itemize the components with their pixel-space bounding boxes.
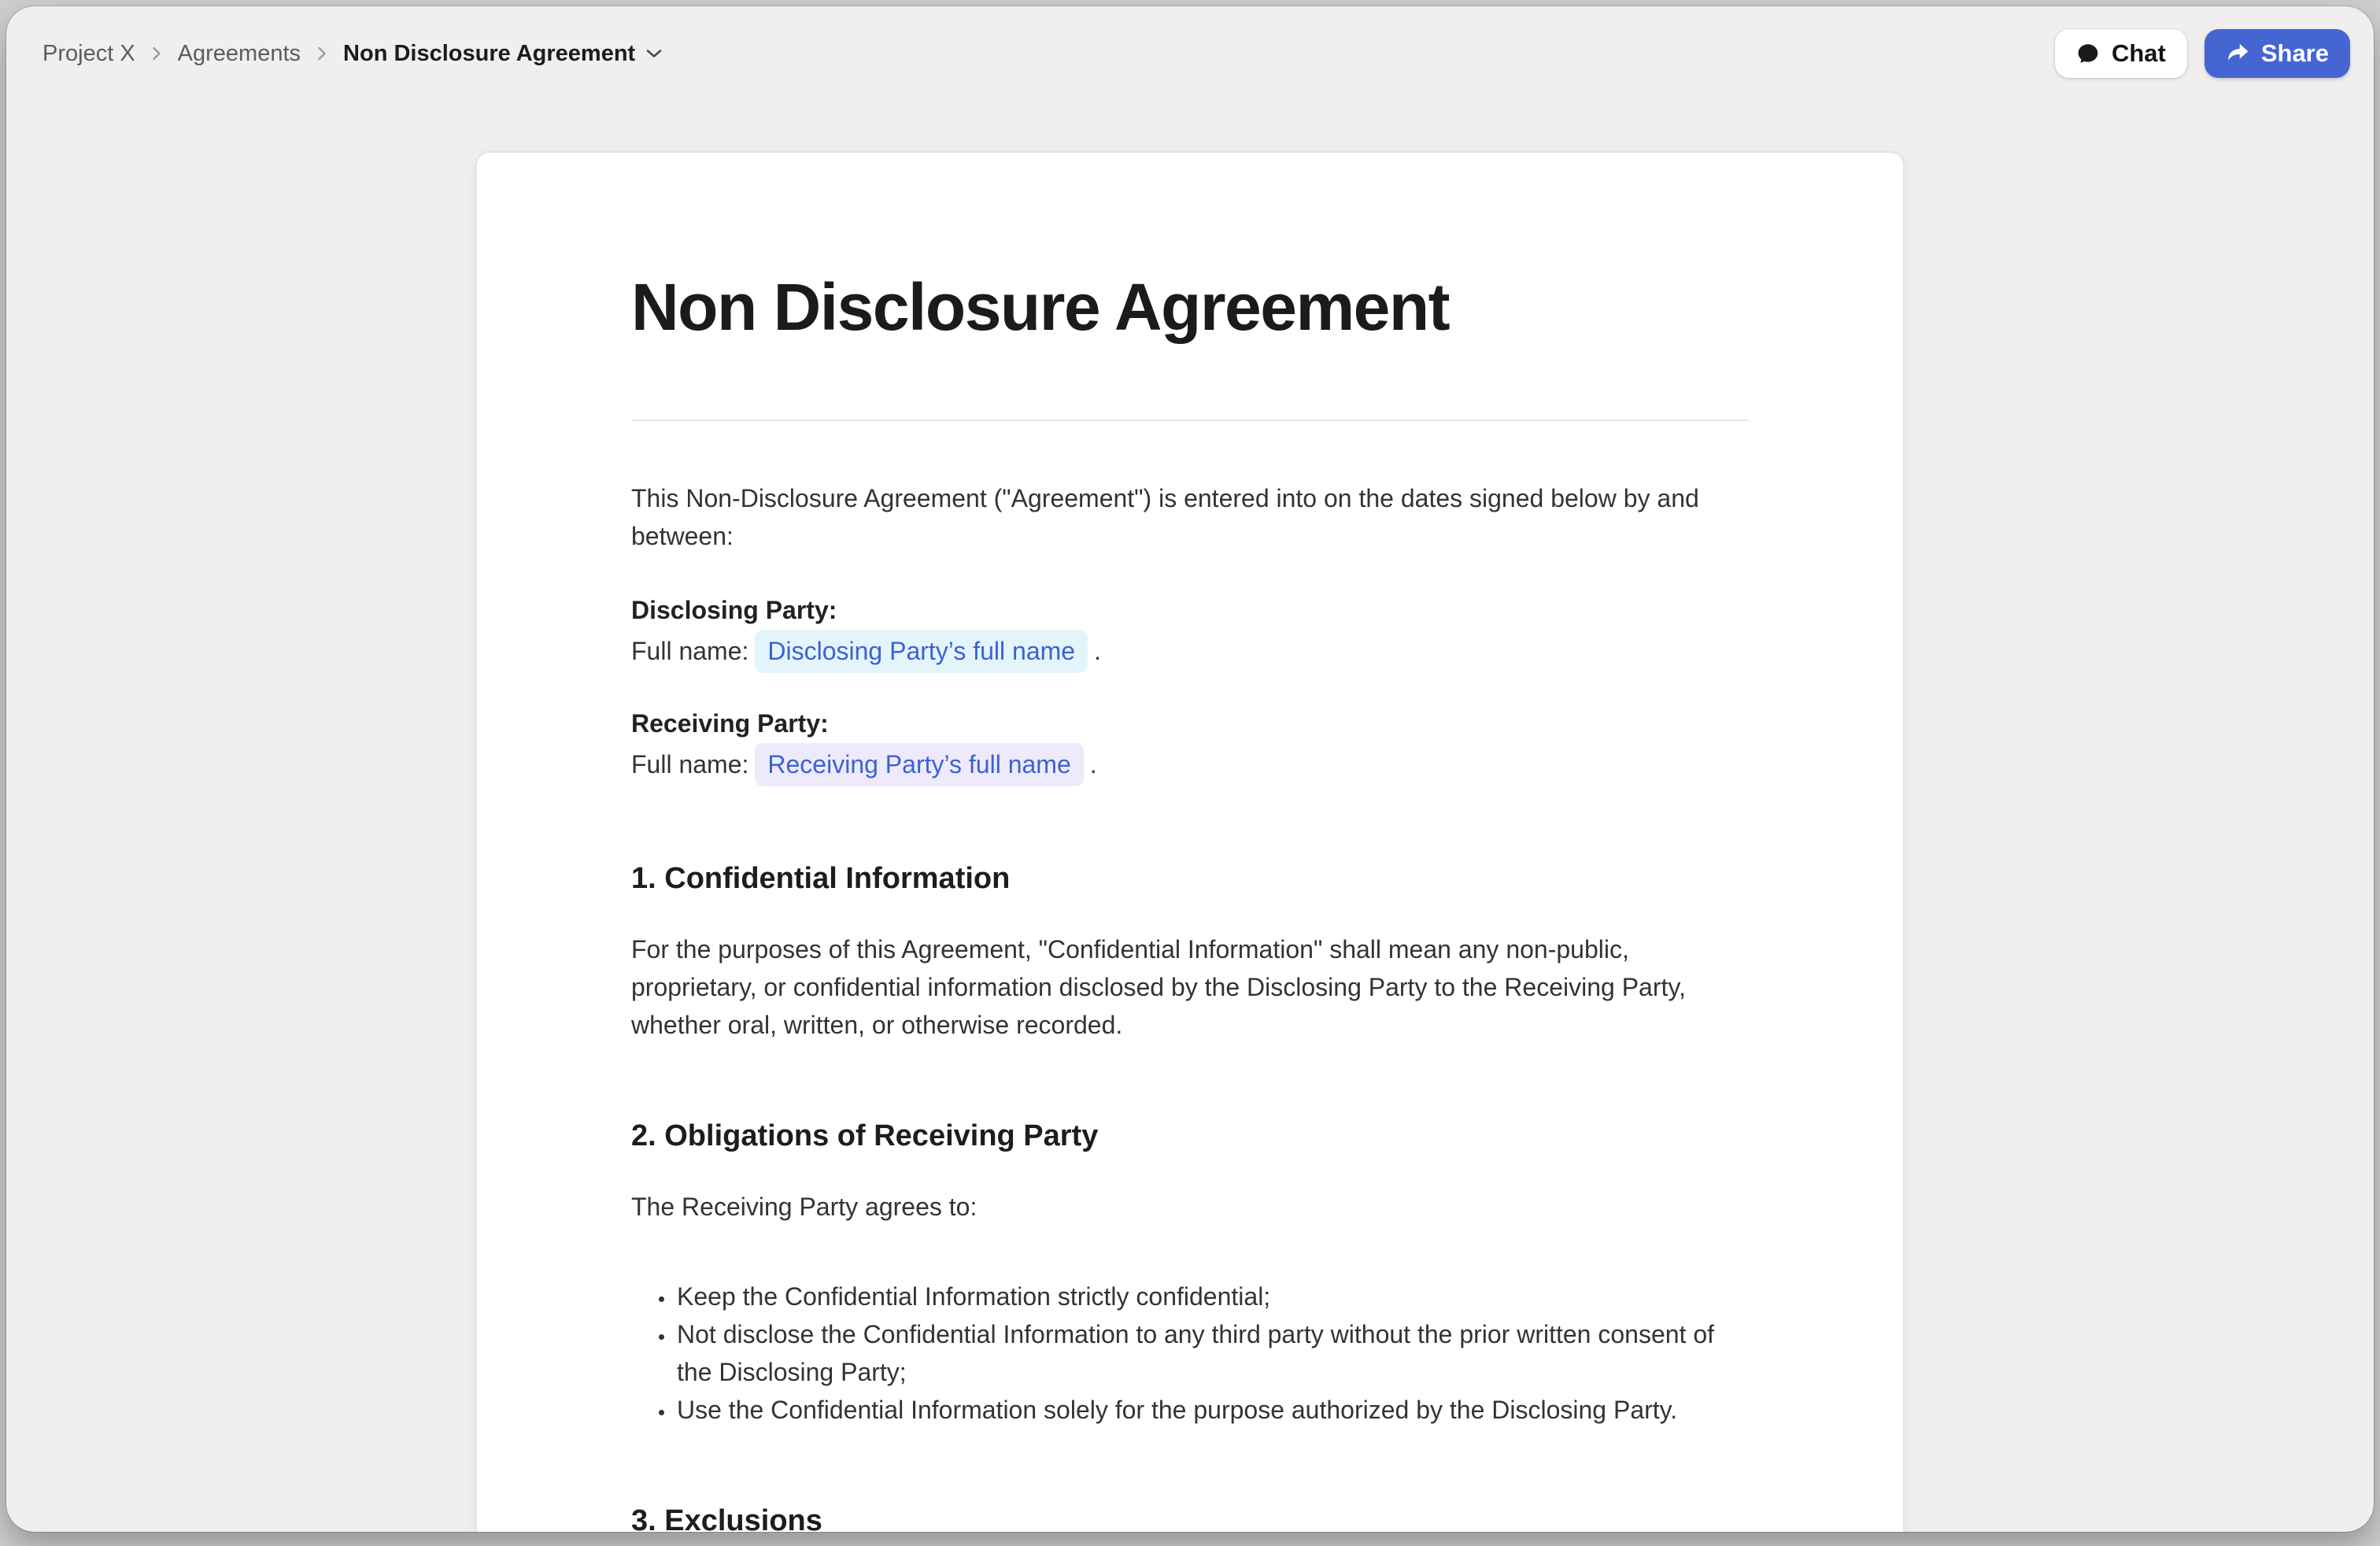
section-obligations-paragraph[interactable]: The Receiving Party agrees to: (631, 1193, 978, 1222)
section-heading-exclusions[interactable]: 3. Exclusions (631, 1504, 822, 1532)
chat-bubble-icon (2076, 42, 2100, 65)
share-button-label: Share (2260, 39, 2329, 67)
section-confidential-paragraph[interactable]: For the purposes of this Agreement, "Confidential Information" shall mean any non-public, proprietary, or confidential information disclosed by the Disclosing Party to the Receiving Party, whether oral, written, or otherwise recorded. (631, 935, 1686, 1040)
chat-button-label: Chat (2111, 39, 2166, 67)
obligations-list (631, 1278, 1749, 1429)
disclosing-suffix: . (1094, 637, 1101, 666)
breadcrumb-current-document[interactable] (343, 41, 663, 67)
breadcrumb (42, 41, 663, 67)
disclosing-fullname-label: Full name: (631, 637, 749, 666)
chevron-down-icon (645, 48, 663, 59)
section-heading-confidential-information[interactable]: 1. Confidential Information (631, 862, 1011, 896)
disclosing-party-block (631, 591, 1749, 673)
document-page (475, 151, 1905, 1532)
share-arrow-icon (2226, 43, 2249, 65)
document-title[interactable]: Non Disclosure Agreement (631, 270, 1450, 344)
intro-paragraph[interactable]: This Non-Disclosure Agreement ("Agreement") is entered into on the dates signed below by and between: (631, 484, 1699, 551)
obligation-item[interactable]: • Not disclose the Confidential Information to any third party without the prior written consent of the Disclosing Party; (675, 1315, 1749, 1391)
breadcrumb-item-agreements[interactable]: Agreements (177, 40, 301, 66)
obligation-item[interactable]: • Keep the Confidential Information strictly confidential; (675, 1278, 1749, 1315)
section-heading-obligations[interactable]: 2. Obligations of Receiving Party (631, 1119, 1099, 1153)
receiving-suffix: . (1089, 750, 1097, 779)
receiving-fullname-field[interactable]: Receiving Party’s full name (755, 743, 1083, 786)
receiving-party-label: Receiving Party: (631, 709, 829, 738)
chevron-right-icon (316, 44, 327, 63)
disclosing-party-label: Disclosing Party: (631, 596, 837, 625)
breadcrumb-item-project[interactable]: Project X (42, 40, 135, 66)
top-bar (6, 6, 2374, 101)
obligation-item[interactable]: • Use the Confidential Information solely for the purpose authorized by the Disclosing Party. (675, 1391, 1749, 1429)
app-window (6, 6, 2374, 1532)
share-button[interactable] (2204, 29, 2350, 78)
receiving-party-block (631, 705, 1749, 786)
breadcrumb-current-label: Non Disclosure Agreement (343, 40, 636, 66)
receiving-fullname-label: Full name: (631, 750, 749, 779)
disclosing-fullname-field[interactable]: Disclosing Party’s full name (755, 630, 1088, 673)
chevron-right-icon (151, 44, 162, 63)
topbar-actions (2055, 29, 2350, 78)
title-divider (631, 420, 1749, 421)
chat-button[interactable] (2055, 29, 2187, 78)
